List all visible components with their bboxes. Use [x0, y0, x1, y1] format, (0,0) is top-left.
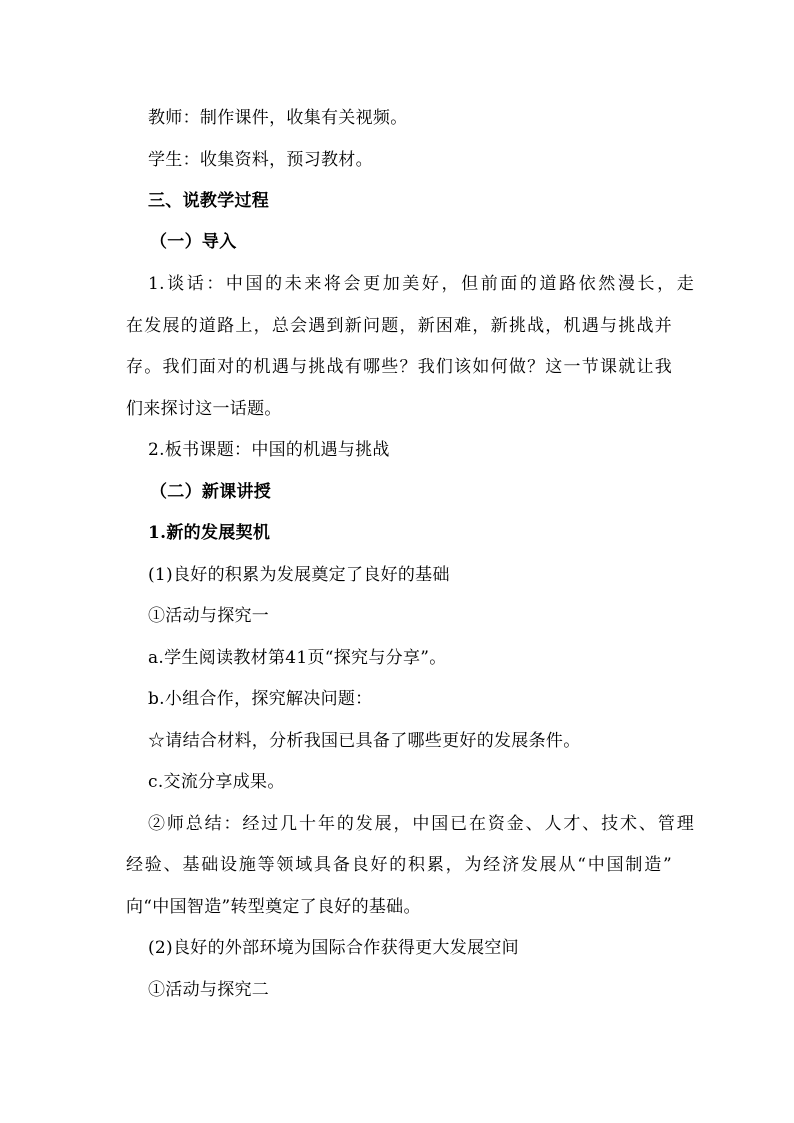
- activity-1-step-b: b.小组合作，探究解决问题：: [148, 689, 373, 709]
- point-1-heading: (1)良好的积累为发展奠定了良好的基础: [148, 565, 450, 585]
- teacher-prep-line: 教师：制作课件，收集有关视频。: [148, 108, 408, 128]
- activity-1-heading: ①活动与探究一: [148, 606, 270, 626]
- activity-1-step-a: a.学生阅读教材第41页“探究与分享”。: [148, 648, 447, 668]
- summary-line-3: 向“中国智造”转型奠定了良好的基础。: [126, 897, 421, 917]
- intro-paragraph-line-2: 在发展的道路上，总会遇到新问题，新困难，新挑战，机遇与挑战并: [126, 316, 672, 336]
- intro-paragraph-line-3: 存。我们面对的机遇与挑战有哪些？我们该如何做？这一节课就让我: [126, 357, 672, 377]
- topic-heading-opportunity: 1.新的发展契机: [148, 523, 271, 543]
- intro-paragraph-line-1: 1.谈话：中国的未来将会更加美好，但前面的道路依然漫长，走: [148, 274, 694, 294]
- subsection-heading-new-lesson: （二）新课讲授: [150, 482, 272, 502]
- summary-line-1: ②师总结：经过几十年的发展，中国已在资金、人才、技术、管理: [148, 814, 694, 834]
- activity-2-heading: ①活动与探究二: [148, 980, 270, 1000]
- activity-1-question: ☆请结合材料，分析我国已具备了哪些更好的发展条件。: [148, 731, 581, 751]
- student-prep-line: 学生：收集资料，预习教材。: [148, 150, 373, 170]
- point-2-heading: (2)良好的外部环境为国际合作获得更大发展空间: [148, 938, 519, 958]
- section-heading-process: 三、说教学过程: [148, 191, 270, 211]
- summary-line-2: 经验、基础设施等领域具备良好的积累，为经济发展从“中国制造”: [126, 855, 672, 875]
- subsection-heading-intro: （一）导入: [150, 232, 237, 252]
- intro-paragraph-line-4: 们来探讨这一话题。: [126, 399, 282, 419]
- board-title-line: 2.板书课题：中国的机遇与挑战: [148, 440, 390, 460]
- activity-1-step-c: c.交流分享成果。: [148, 772, 285, 792]
